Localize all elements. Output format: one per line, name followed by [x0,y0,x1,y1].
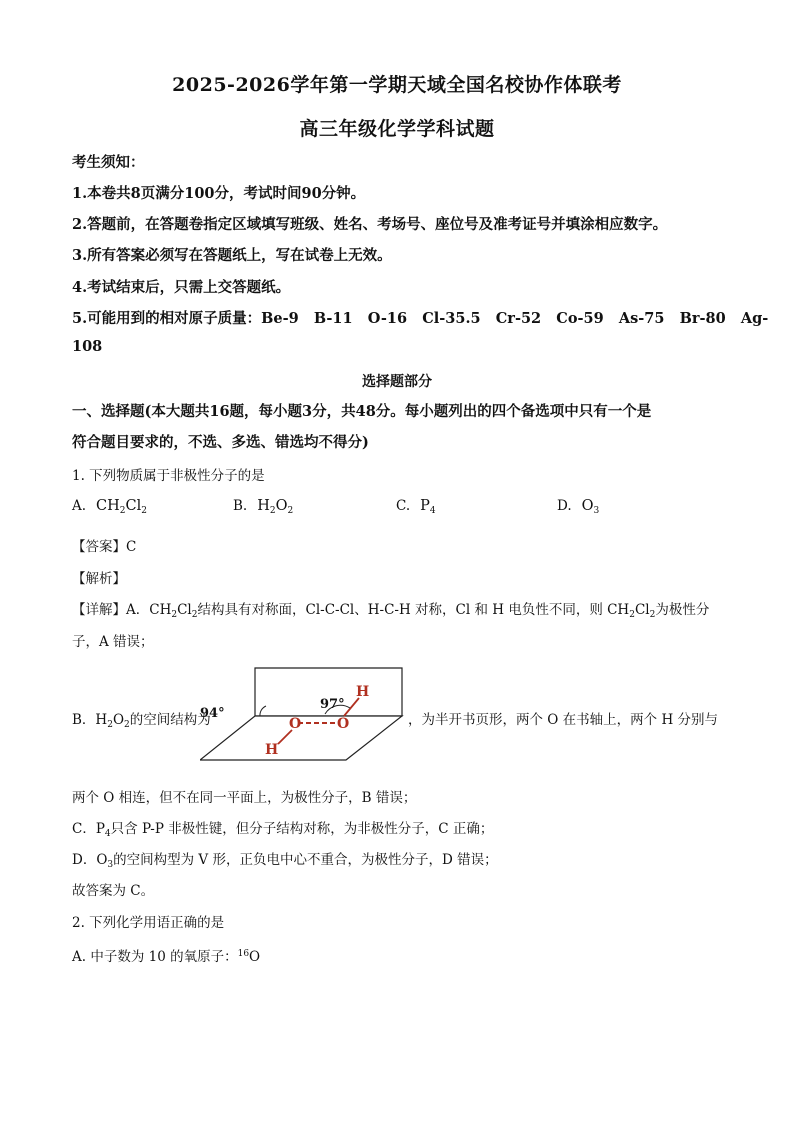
angle-arc-left [260,706,266,716]
q1-option-b: B. $H_2O_2$ [233,498,294,516]
exam-subtitle: 高三年级化学学科试题 [299,118,495,140]
answer-value: C [126,539,137,555]
section-intro-line2: 符合题目要求的，不选、多选、错选均不得分) [72,434,369,451]
formula: $O_3$ [581,498,600,516]
notice-item-5: 5.可能用到的相对原子质量：Be-9 B-11 O-16 Cl-35.5 Cr-52 Co-59 As-75 Br-80 Ag- [72,310,769,327]
notice-item-1: 1.本卷共8页满分100分，考试时间90分钟。 [72,185,366,202]
q1-detail-d: D．$O_3$的空间构型为 V 形，正负电中心不重合，为极性分子，D 错误； [72,852,498,870]
q1-option-d: D. $O_3$ [557,498,600,516]
section-title: 选择题部分 [362,374,432,390]
q1-option-c: C. $P_4$ [396,498,436,516]
notice-heading: 考生须知： [72,154,145,171]
q2-option-a: A. 中子数为 10 的氧原子：$^{16}$O [72,949,261,965]
formula: $CH_2Cl_2$ [96,498,147,516]
q1-analysis-tag: 【解析】 [72,571,126,587]
formula: $H_2O_2$ [257,498,294,516]
atom-h-upper: H [356,684,370,700]
q1-detail-b: B．$H_2O_2$的空间结构为 [72,712,211,730]
notice-item-4: 4.考试结束后，只需上交答题纸。 [72,279,291,296]
q1-detail-a: 【详解】A．$CH_2Cl_2$结构具有对称面，Cl-C-Cl、H-C-H 对称，Cl 和 H 电负性不同，则 $CH_2Cl_2$为极性分 [72,602,710,620]
notice-item-2: 2.答题前，在答题卷指定区域填写班级、姓名、考场号、座位号及准考证号并填涂相应数字。 [72,216,668,233]
formula: $P_4$ [420,498,436,516]
q1-detail-b-after: ，为半开书页形，两个 O 在书轴上，两个 H 分别与 [408,712,719,728]
q1-detail-c: C．$P_4$只含 P-P 非极性键，但分子结构对称，为非极性分子，C 正确； [72,821,494,839]
q1-option-a: A. $CH_2Cl_2$ [72,498,147,516]
atom-o-right: O [337,716,350,732]
angle-label-97: 97° [320,697,345,712]
q2-stem: 2. 下列化学用语正确的是 [72,915,225,931]
q1-detail-b-cont: 两个 O 相连，但不在同一平面上，为极性分子，B 错误； [72,790,417,806]
atom-o-left: O [289,716,302,732]
angle-label-94: 94° [200,706,225,721]
o-h-bond-upper [344,698,359,716]
exam-title: 2025-2026学年第一学期天域全国名校协作体联考 [172,74,622,96]
section-intro-line1: 一、选择题(本大题共16题，每小题3分，共48分。每小题列出的四个备选项中只有一个是 [72,403,652,420]
q1-stem: 1. 下列物质属于非极性分子的是 [72,468,265,484]
notice-item-5-cont: 108 [72,338,103,355]
answer-tag: 【答案】 [72,539,126,555]
q1-conclusion: 故答案为 C。 [72,883,155,899]
h2o2-structure-diagram [200,664,410,762]
atom-h-lower: H [265,742,279,758]
notice-item-3: 3.所有答案必须写在答题纸上，写在试卷上无效。 [72,247,392,264]
q1-answer [72,535,136,555]
q1-detail-a-cont: 子，A 错误； [72,634,154,650]
